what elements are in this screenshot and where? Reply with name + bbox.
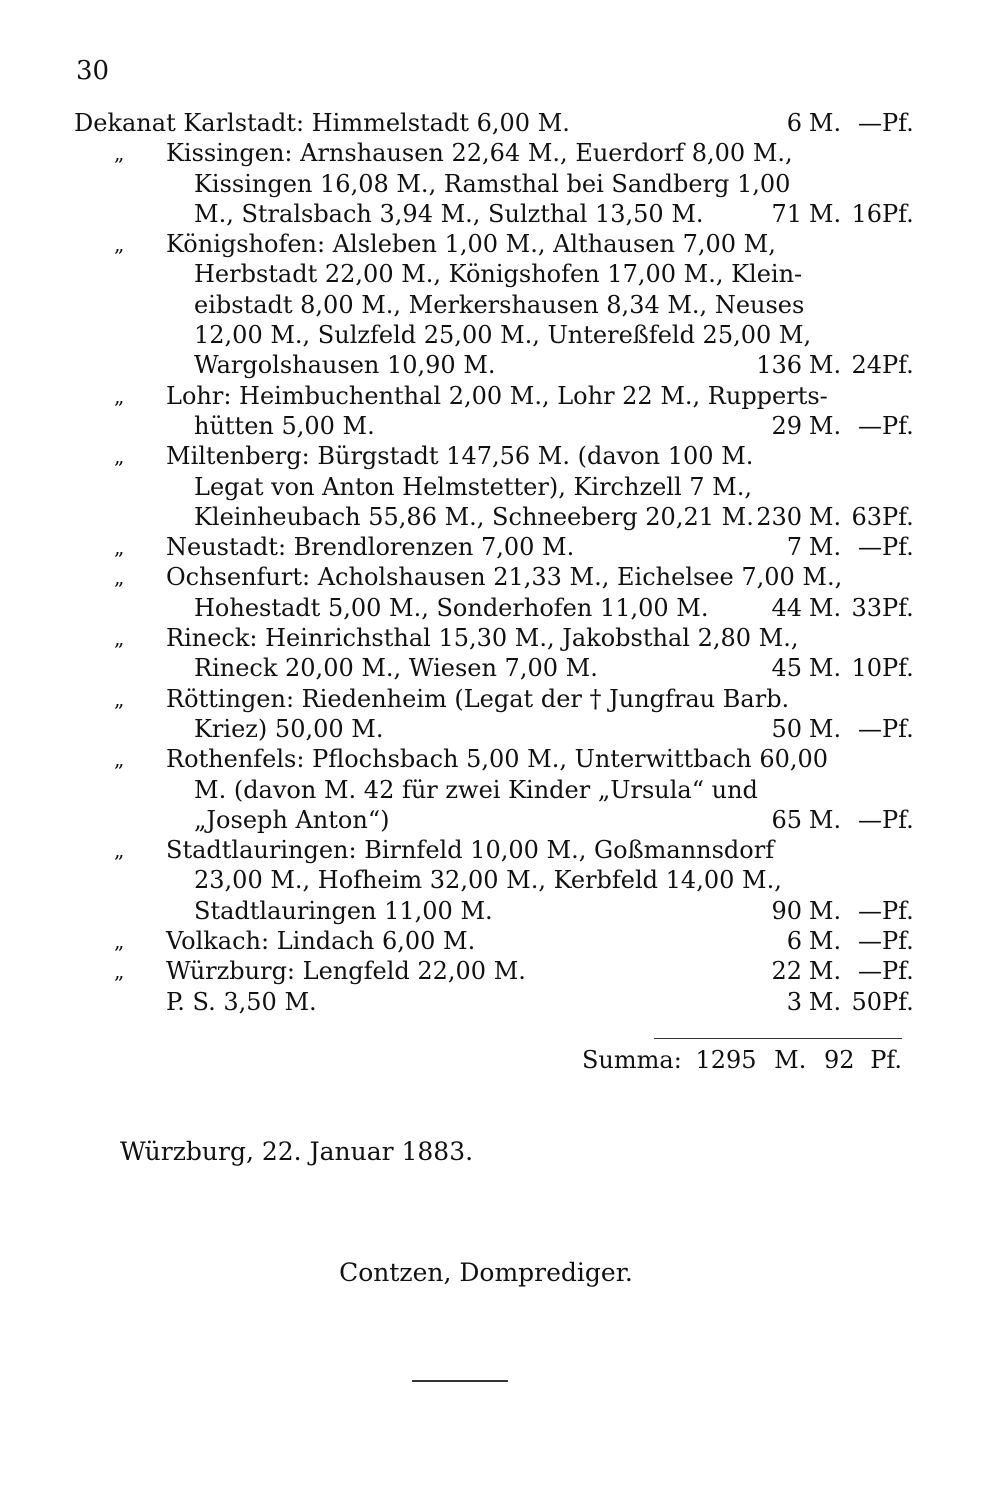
entry-line bbox=[74, 987, 914, 1017]
entry-text: Rothenfels: Pflochsbach 5,00 M., Unterwittbach 60,00 bbox=[166, 745, 829, 774]
summa-pfennig: 92 bbox=[824, 1046, 855, 1074]
entry-text: Kriez) 50,00 M. bbox=[194, 714, 384, 743]
entry-amount bbox=[736, 896, 914, 926]
amount-mark: 230 bbox=[756, 502, 802, 531]
amount-pfennig-unit: Pf. bbox=[882, 957, 914, 986]
amount-mark-unit: M. bbox=[808, 199, 842, 228]
entry-amount bbox=[736, 714, 914, 744]
entry-text: Dekanat Karlstadt: Himmelstadt 6,00 M. bbox=[74, 109, 570, 137]
signature bbox=[0, 1258, 1000, 1287]
ledger-entry bbox=[74, 229, 914, 380]
entry-text: Lohr: Heimbuchenthal 2,00 M., Lohr 22 M., Rupperts- bbox=[166, 381, 828, 410]
entry-text: Miltenberg: Bürgstadt 147,56 M. (davon 100 M. bbox=[166, 442, 754, 471]
entry-text: M., Stralsbach 3,94 M., Sulzthal 13,50 M. bbox=[194, 199, 704, 228]
amount-pfennig-unit: Pf. bbox=[882, 199, 914, 228]
entry-text: Hohestadt 5,00 M., Sonderhofen 11,00 M. bbox=[194, 593, 709, 622]
amount-pfennig-unit: Pf. bbox=[882, 533, 914, 562]
entry-line bbox=[74, 290, 906, 320]
entry-text: Rineck 20,00 M., Wiesen 7,00 M. bbox=[194, 654, 598, 683]
amount-pfennig: — bbox=[858, 411, 882, 440]
donation-ledger bbox=[74, 108, 914, 1017]
amount-pfennig-unit: Pf. bbox=[882, 593, 914, 622]
entry-line bbox=[74, 502, 914, 532]
ledger-entry bbox=[74, 835, 914, 926]
ledger-entry bbox=[74, 926, 914, 956]
entry-amount bbox=[736, 926, 914, 956]
amount-pfennig-unit: Pf. bbox=[882, 654, 914, 683]
ledger-entry bbox=[74, 744, 914, 835]
amount-pfennig: 16 bbox=[851, 199, 882, 228]
entry-text: Neustadt: Brendlorenzen 7,00 M. bbox=[166, 533, 575, 562]
entry-line bbox=[74, 956, 914, 986]
entry-amount bbox=[736, 411, 914, 441]
entry-line bbox=[74, 169, 906, 199]
amount-pfennig-unit: Pf. bbox=[882, 896, 914, 925]
amount-pfennig: — bbox=[858, 533, 882, 562]
amount-mark-unit: M. bbox=[808, 411, 842, 440]
amount-mark-unit: M. bbox=[808, 109, 842, 137]
entry-text: Röttingen: Riedenheim (Legat der † Jungfrau Barb. bbox=[166, 684, 790, 713]
entry-line bbox=[74, 865, 906, 895]
signature-text: Contzen, Domprediger. bbox=[339, 1258, 633, 1287]
amount-pfennig-unit: Pf. bbox=[882, 502, 914, 531]
entry-line bbox=[74, 532, 914, 562]
entry-text: 23,00 M., Hofheim 32,00 M., Kerbfeld 14,00 M., bbox=[194, 866, 782, 895]
entry-text: Legat von Anton Helmstetter), Kirchzell 7 M., bbox=[194, 472, 752, 501]
amount-mark: 6 bbox=[786, 927, 802, 956]
entry-text: P. S. 3,50 M. bbox=[166, 987, 317, 1016]
entry-text: Kissingen 16,08 M., Ramsthal bei Sandberg 1,00 bbox=[194, 169, 791, 198]
amount-mark: 71 bbox=[771, 199, 802, 228]
ditto-mark: „ bbox=[114, 535, 125, 560]
ledger-entry bbox=[74, 108, 914, 138]
ledger-entry bbox=[74, 623, 914, 684]
entry-text: Rineck: Heinrichsthal 15,30 M., Jakobsthal 2,80 M., bbox=[166, 624, 799, 653]
entry-line bbox=[74, 653, 914, 683]
entry-amount bbox=[736, 532, 914, 562]
entry-line bbox=[74, 593, 914, 623]
amount-mark: 45 bbox=[771, 654, 802, 683]
amount-mark: 65 bbox=[771, 805, 802, 834]
ditto-mark: „ bbox=[114, 929, 125, 954]
amount-pfennig-unit: Pf. bbox=[882, 714, 914, 743]
entry-amount bbox=[736, 956, 914, 986]
entry-text: M. (davon M. 42 für zwei Kinder „Ursula“ und bbox=[194, 775, 758, 804]
ditto-mark: „ bbox=[114, 383, 125, 408]
entry-line bbox=[74, 805, 914, 835]
summa-mark-unit: M. bbox=[774, 1046, 807, 1074]
amount-mark: 22 bbox=[771, 957, 802, 986]
entry-line bbox=[74, 199, 914, 229]
amount-pfennig: 50 bbox=[851, 987, 882, 1016]
entry-line bbox=[74, 623, 906, 653]
amount-mark-unit: M. bbox=[808, 502, 842, 531]
amount-mark-unit: M. bbox=[808, 987, 842, 1016]
ditto-mark: „ bbox=[114, 444, 125, 469]
ledger-entry bbox=[74, 956, 914, 986]
entry-line bbox=[74, 229, 906, 259]
ditto-mark: „ bbox=[114, 565, 125, 590]
entry-amount bbox=[736, 653, 914, 683]
entry-amount bbox=[736, 502, 914, 532]
entry-text: Wargolshausen 10,90 M. bbox=[194, 351, 496, 380]
amount-pfennig-unit: Pf. bbox=[882, 927, 914, 956]
amount-pfennig-unit: Pf. bbox=[882, 805, 914, 834]
amount-pfennig-unit: Pf. bbox=[882, 411, 914, 440]
amount-pfennig: 63 bbox=[851, 502, 882, 531]
entry-line bbox=[74, 441, 906, 471]
entry-amount bbox=[736, 350, 914, 380]
amount-mark-unit: M. bbox=[808, 533, 842, 562]
amount-mark-unit: M. bbox=[808, 896, 842, 925]
ledger-entry bbox=[74, 562, 914, 623]
entry-text: Königshofen: Alsleben 1,00 M., Althausen 7,00 M, bbox=[166, 230, 776, 259]
summa-label: Summa: bbox=[581, 1046, 682, 1074]
entry-text: Volkach: Lindach 6,00 M. bbox=[166, 927, 476, 956]
ditto-mark: „ bbox=[114, 626, 125, 651]
entry-line bbox=[74, 472, 906, 502]
entry-text: Ochsenfurt: Acholshausen 21,33 M., Eichelsee 7,00 M., bbox=[166, 563, 843, 592]
entry-line bbox=[74, 896, 914, 926]
closing-rule bbox=[412, 1380, 508, 1382]
amount-pfennig: 33 bbox=[851, 593, 882, 622]
amount-pfennig: — bbox=[858, 805, 882, 834]
amount-mark-unit: M. bbox=[808, 805, 842, 834]
amount-pfennig: 24 bbox=[851, 351, 882, 380]
entry-line bbox=[74, 744, 906, 774]
amount-mark-unit: M. bbox=[808, 351, 842, 380]
amount-mark: 136 bbox=[756, 351, 802, 380]
ditto-mark: „ bbox=[114, 232, 125, 257]
entry-text: Kleinheubach 55,86 M., Schneeberg 20,21 M. bbox=[194, 502, 754, 531]
amount-mark-unit: M. bbox=[808, 654, 842, 683]
ledger-entry bbox=[74, 532, 914, 562]
ditto-mark: „ bbox=[114, 686, 125, 711]
amount-pfennig-unit: Pf. bbox=[882, 987, 914, 1016]
entry-line bbox=[74, 835, 906, 865]
amount-mark: 7 bbox=[786, 533, 802, 562]
amount-mark-unit: M. bbox=[808, 593, 842, 622]
entry-line bbox=[74, 108, 914, 138]
amount-pfennig: — bbox=[858, 927, 882, 956]
entry-text: 12,00 M., Sulzfeld 25,00 M., Untereßfeld 25,00 M, bbox=[194, 321, 812, 350]
entry-line bbox=[74, 684, 906, 714]
entry-amount bbox=[736, 199, 914, 229]
ditto-mark: „ bbox=[114, 959, 125, 984]
entry-line bbox=[74, 350, 914, 380]
entry-amount bbox=[736, 987, 914, 1017]
amount-mark: 90 bbox=[771, 896, 802, 925]
entry-amount bbox=[736, 593, 914, 623]
entry-line bbox=[74, 714, 914, 744]
amount-pfennig-unit: Pf. bbox=[882, 109, 914, 137]
entry-line bbox=[74, 320, 906, 350]
entry-text: Stadtlauringen: Birnfeld 10,00 M., Goßmannsdorf bbox=[166, 836, 775, 865]
entry-line bbox=[74, 381, 906, 411]
entry-amount bbox=[736, 805, 914, 835]
summa-line bbox=[582, 1046, 902, 1074]
amount-mark: 6 bbox=[786, 109, 802, 137]
entry-text: „Joseph Anton“) bbox=[194, 805, 390, 834]
ditto-mark: „ bbox=[114, 838, 125, 863]
entry-text: Stadtlauringen 11,00 M. bbox=[194, 896, 493, 925]
amount-mark-unit: M. bbox=[808, 927, 842, 956]
amount-mark: 44 bbox=[771, 593, 802, 622]
entry-amount bbox=[736, 108, 914, 138]
entry-line bbox=[74, 775, 906, 805]
amount-mark-unit: M. bbox=[808, 714, 842, 743]
entry-line bbox=[74, 259, 906, 289]
amount-pfennig: — bbox=[858, 957, 882, 986]
page-number: 30 bbox=[76, 56, 110, 86]
summa-pfennig-unit: Pf. bbox=[870, 1046, 902, 1074]
summa-mark: 1295 bbox=[695, 1046, 757, 1074]
amount-pfennig: — bbox=[858, 109, 882, 137]
entry-text: Herbstadt 22,00 M., Königshofen 17,00 M., Klein- bbox=[194, 260, 803, 289]
date-line: Würzburg, 22. Januar 1883. bbox=[120, 1137, 474, 1166]
sum-rule bbox=[654, 1038, 902, 1039]
amount-pfennig-unit: Pf. bbox=[882, 351, 914, 380]
entry-line bbox=[74, 411, 914, 441]
ledger-entry bbox=[74, 381, 914, 442]
amount-pfennig: 10 bbox=[851, 654, 882, 683]
ditto-mark: „ bbox=[114, 141, 125, 166]
entry-line bbox=[74, 562, 906, 592]
amount-mark-unit: M. bbox=[808, 957, 842, 986]
ditto-mark: „ bbox=[114, 747, 125, 772]
amount-mark: 29 bbox=[771, 411, 802, 440]
amount-pfennig: — bbox=[858, 896, 882, 925]
ledger-entry bbox=[74, 684, 914, 745]
ledger-entry bbox=[74, 138, 914, 229]
entry-text: eibstadt 8,00 M., Merkershausen 8,34 M., Neuses bbox=[194, 290, 805, 319]
entry-text: Würzburg: Lengfeld 22,00 M. bbox=[166, 957, 526, 986]
amount-mark: 50 bbox=[771, 714, 802, 743]
entry-text: Kissingen: Arnshausen 22,64 M., Euerdorf 8,00 M., bbox=[166, 139, 793, 168]
ledger-entry bbox=[74, 441, 914, 532]
entry-text: hütten 5,00 M. bbox=[194, 411, 375, 440]
ledger-entry bbox=[74, 987, 914, 1017]
amount-pfennig: — bbox=[858, 714, 882, 743]
amount-mark: 3 bbox=[786, 987, 802, 1016]
entry-line bbox=[74, 926, 914, 956]
entry-line bbox=[74, 138, 906, 168]
